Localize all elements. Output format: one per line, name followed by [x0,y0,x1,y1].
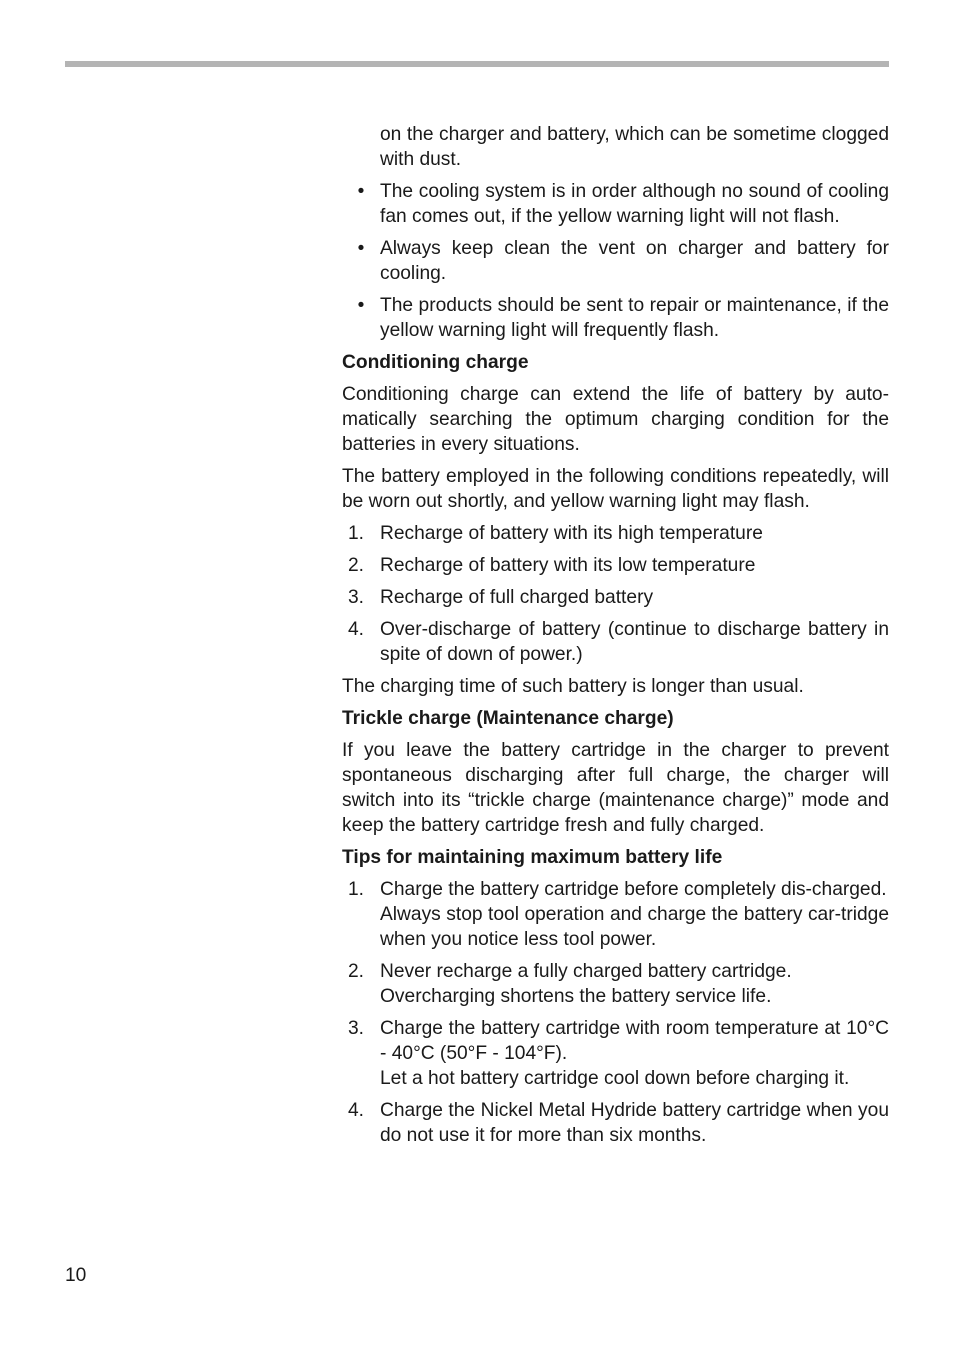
numbered-item [342,1098,889,1148]
item-line: Overcharging shortens the battery service life. [380,986,772,1007]
item-line: Always stop tool operation and charge the battery car-tridge when you notice less tool power. [380,904,889,950]
item-line: Charge the Nickel Metal Hydride battery cartridge when you do not use it for more than six months. [380,1100,889,1146]
conditioning-note: The charging time of such battery is longer than usual. [342,676,804,697]
bullet-text: The cooling system is in order although no sound of cooling fan comes out, if the yellow warning light will not flash. [380,181,889,227]
bullet-item [342,293,889,343]
item-line: Never recharge a fully charged battery cartridge. [380,961,792,982]
item-number: 2. [348,961,365,982]
item-line: Charge the battery cartridge before completely dis-charged. [380,879,887,900]
item-line: Let a hot battery cartridge cool down before charging it. [380,1068,850,1089]
section-heading-trickle: Trickle charge (Maintenance charge) [342,708,674,729]
item-line: Charge the battery cartridge with room temperature at 10°C - 40°C (50°F - 104°F). [380,1018,889,1064]
bullet-marker: • [357,181,365,202]
item-number: 3. [348,587,365,608]
numbered-item [342,959,889,1009]
numbered-item [342,521,889,546]
conditioning-paragraph: The battery employed in the following conditions repeatedly, will be worn out shortly, and yellow warning light may flash. [342,466,889,512]
item-text: Recharge of full charged battery [380,587,654,608]
conditioning-paragraph: Conditioning charge can extend the life of battery by auto-matically searching the optimum charging condition for the batteries in every situations. [342,384,889,455]
item-text [380,877,889,952]
numbered-item [342,877,889,952]
item-number: 2. [348,555,365,576]
bullet-marker: • [357,238,365,259]
section-heading-conditioning: Conditioning charge [342,352,529,373]
bullet-marker: • [357,295,365,316]
section-heading-tips: Tips for maintaining maximum battery life [342,847,723,868]
page-number: 10 [65,1265,87,1286]
item-text: Recharge of battery with its high temperature [380,523,763,544]
item-number: 4. [348,1100,365,1121]
bullet-text: Always keep clean the vent on charger and battery for cooling. [380,238,889,284]
numbered-item [342,617,889,667]
bullet-item [342,236,889,286]
numbered-item [342,553,889,578]
item-number: 1. [348,523,365,544]
item-number: 1. [348,879,365,900]
text-column [342,122,889,1155]
item-text [380,959,889,1009]
item-number: 4. [348,619,365,640]
numbered-item [342,1016,889,1091]
item-text [380,1098,889,1148]
item-number: 3. [348,1018,365,1039]
numbered-item [342,585,889,610]
bullet-text: The products should be sent to repair or maintenance, if the yellow warning light will frequently flash. [380,295,889,341]
item-text: Recharge of battery with its low temperature [380,555,756,576]
item-text: Over-discharge of battery (continue to discharge battery in spite of down of power.) [380,619,889,665]
trickle-paragraph: If you leave the battery cartridge in the charger to prevent spontaneous discharging after full charge, the charger will switch into its “trickle charge (maintenance charge)” mode and keep the battery cartridge fresh and fully charged. [342,740,889,836]
bullet-item [342,179,889,229]
header-rule [65,61,889,67]
continuation-text: on the charger and battery, which can be sometime clogged with dust. [380,124,889,170]
item-text [380,1016,889,1091]
